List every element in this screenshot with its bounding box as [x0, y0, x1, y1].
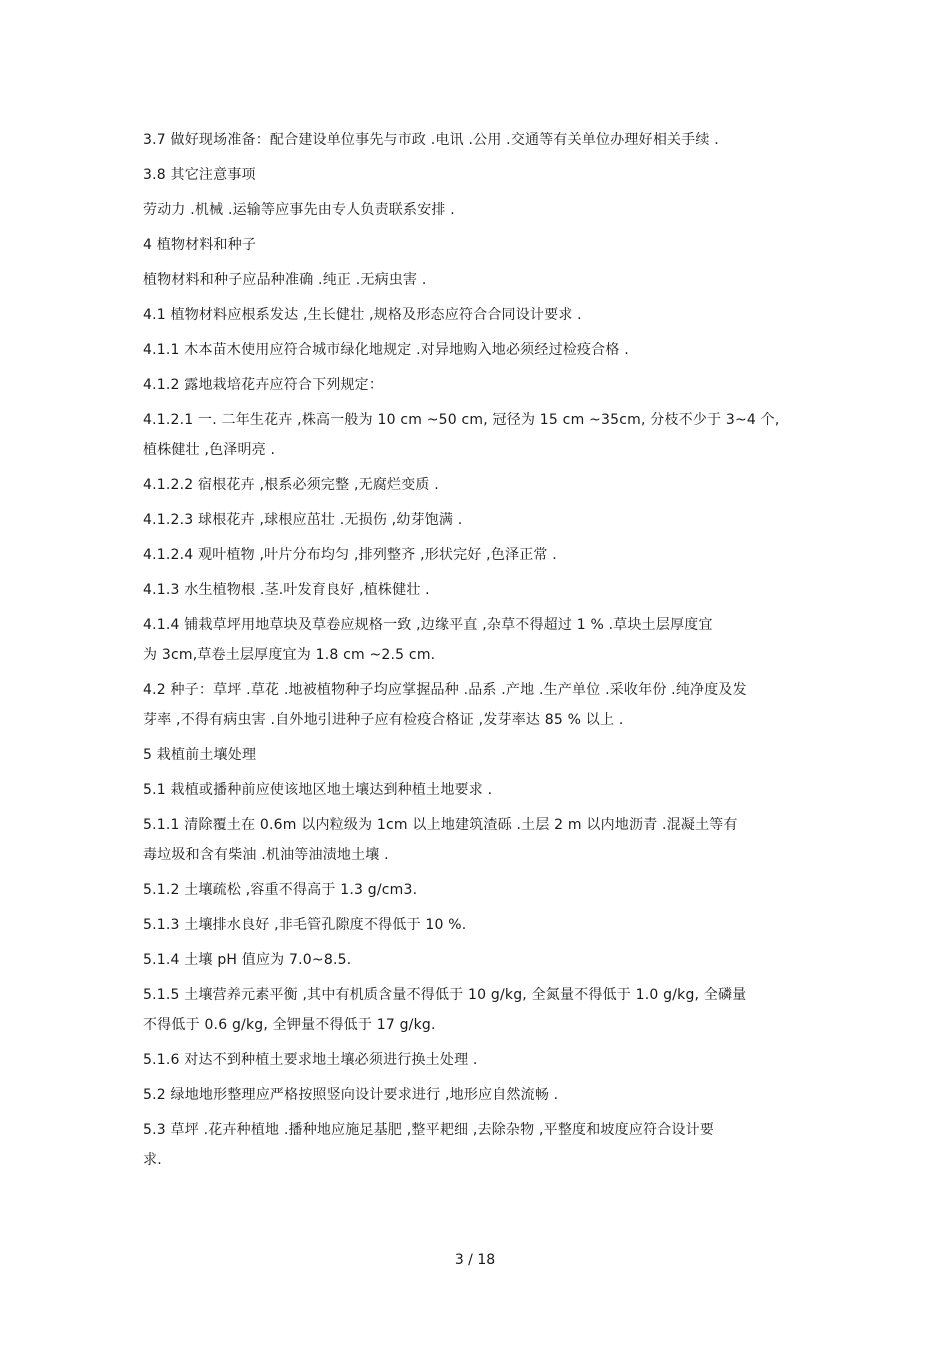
text-line-3-8-body: 劳动力 .机械 .运输等应事先由专人负责联系安排 .: [143, 202, 455, 218]
text-line-5-1-1: 5.1.1 清除覆土在 0.6m 以内粒级为 1cm 以上地建筑渣砾 .土层 2 m 以内地沥青 .混凝土等有: [143, 817, 738, 833]
text-line-5-1-3: 5.1.3 土壤排水良好 ,非毛管孔隙度不得低于 10 %.: [143, 917, 467, 933]
text-line-4-1-2-1: 4.1.2.1 一. 二年生花卉 ,株高一般为 10 cm ~50 cm, 冠径为 15 cm ~35cm, 分枝不少于 3~4 个,: [143, 412, 780, 428]
text-line-5-1-5-cont: 不得低于 0.6 g/kg, 全钾量不得低于 17 g/kg.: [143, 1017, 436, 1033]
text-line-5-1-6: 5.1.6 对达不到种植土要求地土壤必须进行换土处理 .: [143, 1052, 478, 1068]
text-line-4-intro: 植物材料和种子应品种准确 .纯正 .无病虫害 .: [143, 272, 427, 288]
page-number: 3 / 18: [454, 1252, 496, 1268]
document-body: [143, 126, 813, 1181]
text-line-4-1-2: 4.1.2 露地栽培花卉应符合下列规定：: [143, 377, 384, 393]
text-line-4-2: 4.2 种子：草坪 .草花 .地被植物种子均应掌握品种 .品系 .产地 .生产单位 .采收年份 .纯净度及发: [143, 682, 747, 698]
text-line-4-1-2-4: 4.1.2.4 观叶植物 ,叶片分布均匀 ,排列整齐 ,形状完好 ,色泽正常 .: [143, 547, 557, 563]
text-line-5-1-2: 5.1.2 土壤疏松 ,容重不得高于 1.3 g/cm3.: [143, 882, 418, 898]
text-line-5-1-1-cont: 毒垃圾和含有柴油 .机油等油渍地土壤 .: [143, 847, 389, 863]
text-line-4-1-4-cont: 为 3cm,草卷土层厚度宜为 1.8 cm ~2.5 cm.: [143, 647, 436, 663]
text-line-4-1-2-1-cont: 植株健壮 ,色泽明亮 .: [143, 442, 276, 458]
text-line-4-1-2-2: 4.1.2.2 宿根花卉 ,根系必须完整 ,无腐烂变质 .: [143, 477, 439, 493]
text-line-3-7: 3.7 做好现场准备：配合建设单位事先与市政 .电讯 .公用 .交通等有关单位办理好相关手续 .: [143, 132, 719, 148]
text-line-4-1-4: 4.1.4 铺栽草坪用地草块及草卷应规格一致 ,边缘平直 ,杂草不得超过 1 % .草块土层厚度宜: [143, 617, 713, 633]
text-line-5-1-4: 5.1.4 土壤 pH 值应为 7.0~8.5.: [143, 952, 352, 968]
text-line-5-1-5: 5.1.5 土壤营养元素平衡 ,其中有机质含量不得低于 10 g/kg, 全氮量不得低于 1.0 g/kg, 全磷量: [143, 987, 747, 1003]
text-line-5-3-cont: 求.: [143, 1152, 162, 1168]
text-line-5-2: 5.2 绿地地形整理应严格按照竖向设计要求进行 ,地形应自然流畅 .: [143, 1087, 559, 1103]
text-line-4-1: 4.1 植物材料应根系发达 ,生长健壮 ,规格及形态应符合合同设计要求 .: [143, 307, 582, 323]
text-line-5-1: 5.1 栽植或播种前应使该地区地土壤达到种植土地要求 .: [143, 782, 493, 798]
text-line-4-1-2-3: 4.1.2.3 球根花卉 ,球根应茁壮 .无损伤 ,幼芽饱满 .: [143, 512, 463, 528]
text-line-4-2-cont: 芽率 ,不得有病虫害 .自外地引进种子应有检疫合格证 ,发芽率达 85 % 以上 .: [143, 712, 624, 728]
text-line-5-3: 5.3 草坪 .花卉种植地 .播种地应施足基肥 ,整平耙细 ,去除杂物 ,平整度和坡度应符合设计要: [143, 1122, 715, 1138]
text-line-4-1-3: 4.1.3 水生植物根 .茎.叶发育良好 ,植株健壮 .: [143, 582, 430, 598]
section-heading-4: 4 植物材料和种子: [143, 237, 257, 253]
section-heading-5: 5 栽植前土壤处理: [143, 747, 257, 763]
text-line-4-1-1: 4.1.1 木本苗木使用应符合城市绿化地规定 .对异地购入地必须经过检疫合格 .: [143, 342, 629, 358]
text-line-3-8: 3.8 其它注意事项: [143, 167, 256, 183]
